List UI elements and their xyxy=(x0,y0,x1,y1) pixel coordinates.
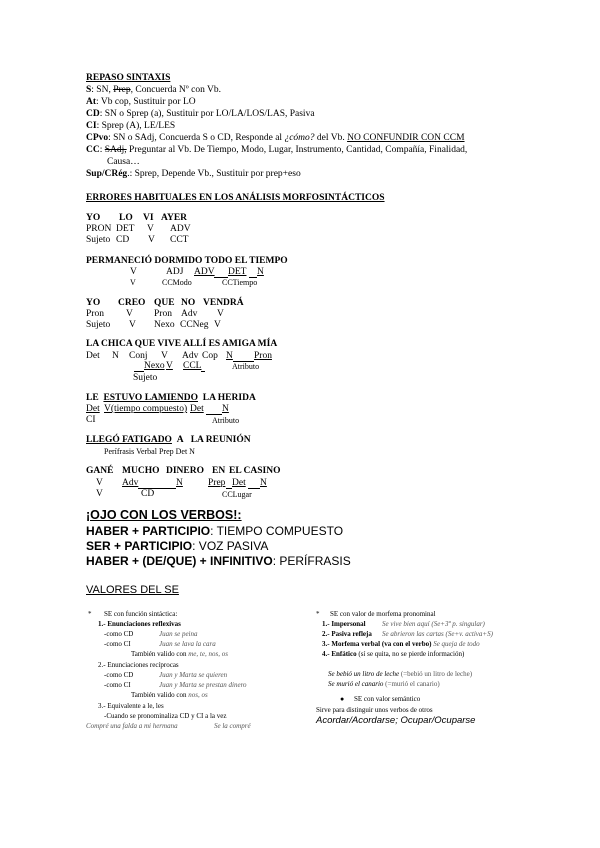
cuando-line: -Cuando se pronominaliza CD y CI a la vez xyxy=(104,712,227,720)
morfema-item-1: 1.- Impersonal Se vive bien aquí (Se+3ª p. singular) xyxy=(322,620,485,628)
reflex-head: 1.- Enunciaciones reflexivas xyxy=(98,620,181,628)
morfema-item-4: 4.- Enfático (sí se quita, no se pierde información) xyxy=(322,650,465,658)
def-sujeto: S: SN, Prep, Concuerda Nº con Vb. xyxy=(86,85,222,95)
enfatico-ex-2: Se murió el canario (=murió el canario) xyxy=(328,680,440,688)
ojo-line-1: HABER + PARTICIPIO: TIEMPO COMPUESTO xyxy=(86,524,344,538)
valores-title: VALORES DEL SE xyxy=(86,584,179,596)
reflex-cd: -como CD Juan se peina xyxy=(104,630,198,638)
recip-head: 2.- Enunciaciones recíprocas xyxy=(98,661,179,669)
ex4-sujeto: Sujeto xyxy=(133,373,158,383)
left-head: SE con función sintáctica: xyxy=(104,610,178,618)
bullet-icon: * xyxy=(316,610,320,618)
sirve-line: Sirve para distinguir unos verbos de otros xyxy=(316,706,433,714)
morfema-item-2: 2.- Pasiva refleja Se abrieron las cartas (Se+v. activa+S) xyxy=(322,630,493,638)
ex4-sentence: LA CHICA QUE VIVE ALLÍ ES AMIGA MÍA xyxy=(86,339,278,349)
example-b: Se la compré xyxy=(214,722,251,730)
page-title: REPASO SINTAXIS xyxy=(86,73,171,83)
semantico-head: SE con valor semántico xyxy=(354,695,421,703)
ojo-title: ¡OJO CON LOS VERBOS!: xyxy=(86,508,242,522)
def-cc-cont: Causa… xyxy=(107,157,140,167)
enfatico-ex-1: Se bebió un litro de leche (=bebió un litro de leche) xyxy=(328,670,473,678)
section-title-errores: ERRORES HABITUALES EN LOS ANÁLISIS MORFOSINTÁCTICOS xyxy=(86,193,385,203)
equivalente-head: 3.- Equivalente a le, les xyxy=(98,702,164,710)
ojo-line-3: HABER + (DE/QUE) + INFINITIVO: PERÍFRASIS xyxy=(86,554,351,568)
def-cpvo: CPvo: SN o SAdj, Concuerda S o CD, Responde al ¿cómo? del Vb. NO CONFUNDIR CON CCM xyxy=(86,133,465,143)
ex5-sentence: LE ESTUVO LAMIENDO LA HERIDA xyxy=(86,393,256,403)
reflex-tambien: También valido con me, te, nos, os xyxy=(131,650,228,658)
recip-cd: -como CD Juan y Marta se quieren xyxy=(104,671,228,679)
example-a: Compré una falda a mi hermana xyxy=(86,722,178,730)
ojo-line-2: SER + PARTICIPIO: VOZ PASIVA xyxy=(86,539,269,553)
bullet-dot-icon: ● xyxy=(340,695,345,703)
def-cc: CC: SAdj, Preguntar al Vb. De Tiempo, Modo, Lugar, Instrumento, Cantidad, Compañía, Finalidad, xyxy=(86,145,468,155)
reflex-ci: -como CI Juan se lava la cara xyxy=(104,640,216,648)
def-atributo: At: Vb cop, Sustituir por LO xyxy=(86,97,196,107)
def-cd: CD: SN o Sprep (a), Sustituir por LO/LA/LOS/LAS, Pasiva xyxy=(86,109,315,119)
recip-tambien: También valido con nos, os xyxy=(131,691,208,699)
recip-ci: -como CI Juan y Marta se prestan dinero xyxy=(104,681,247,689)
ex2-sentence: PERMANECIÓ DORMIDO TODO EL TIEMPO xyxy=(86,256,288,266)
verb-pairs: Acordar/Acordarse; Ocupar/Ocuparse xyxy=(316,715,476,726)
bullet-icon: * xyxy=(88,610,92,618)
ex6-sentence: LLEGÓ FATIGADO A LA REUNIÓN xyxy=(86,435,251,445)
ex6-morph: Perífrasis Verbal Prep Det N xyxy=(104,447,195,456)
morfema-item-3: 3.- Morfema verbal (va con el verbo) Se queja de todo xyxy=(322,640,480,648)
right-head: SE con valor de morfema pronominal xyxy=(330,610,436,618)
def-ci: CI: Sprep (A), LE/LES xyxy=(86,121,176,131)
def-suplemento: Sup/CRég.: Sprep, Depende Vb., Sustituir por prep+eso xyxy=(86,169,301,179)
